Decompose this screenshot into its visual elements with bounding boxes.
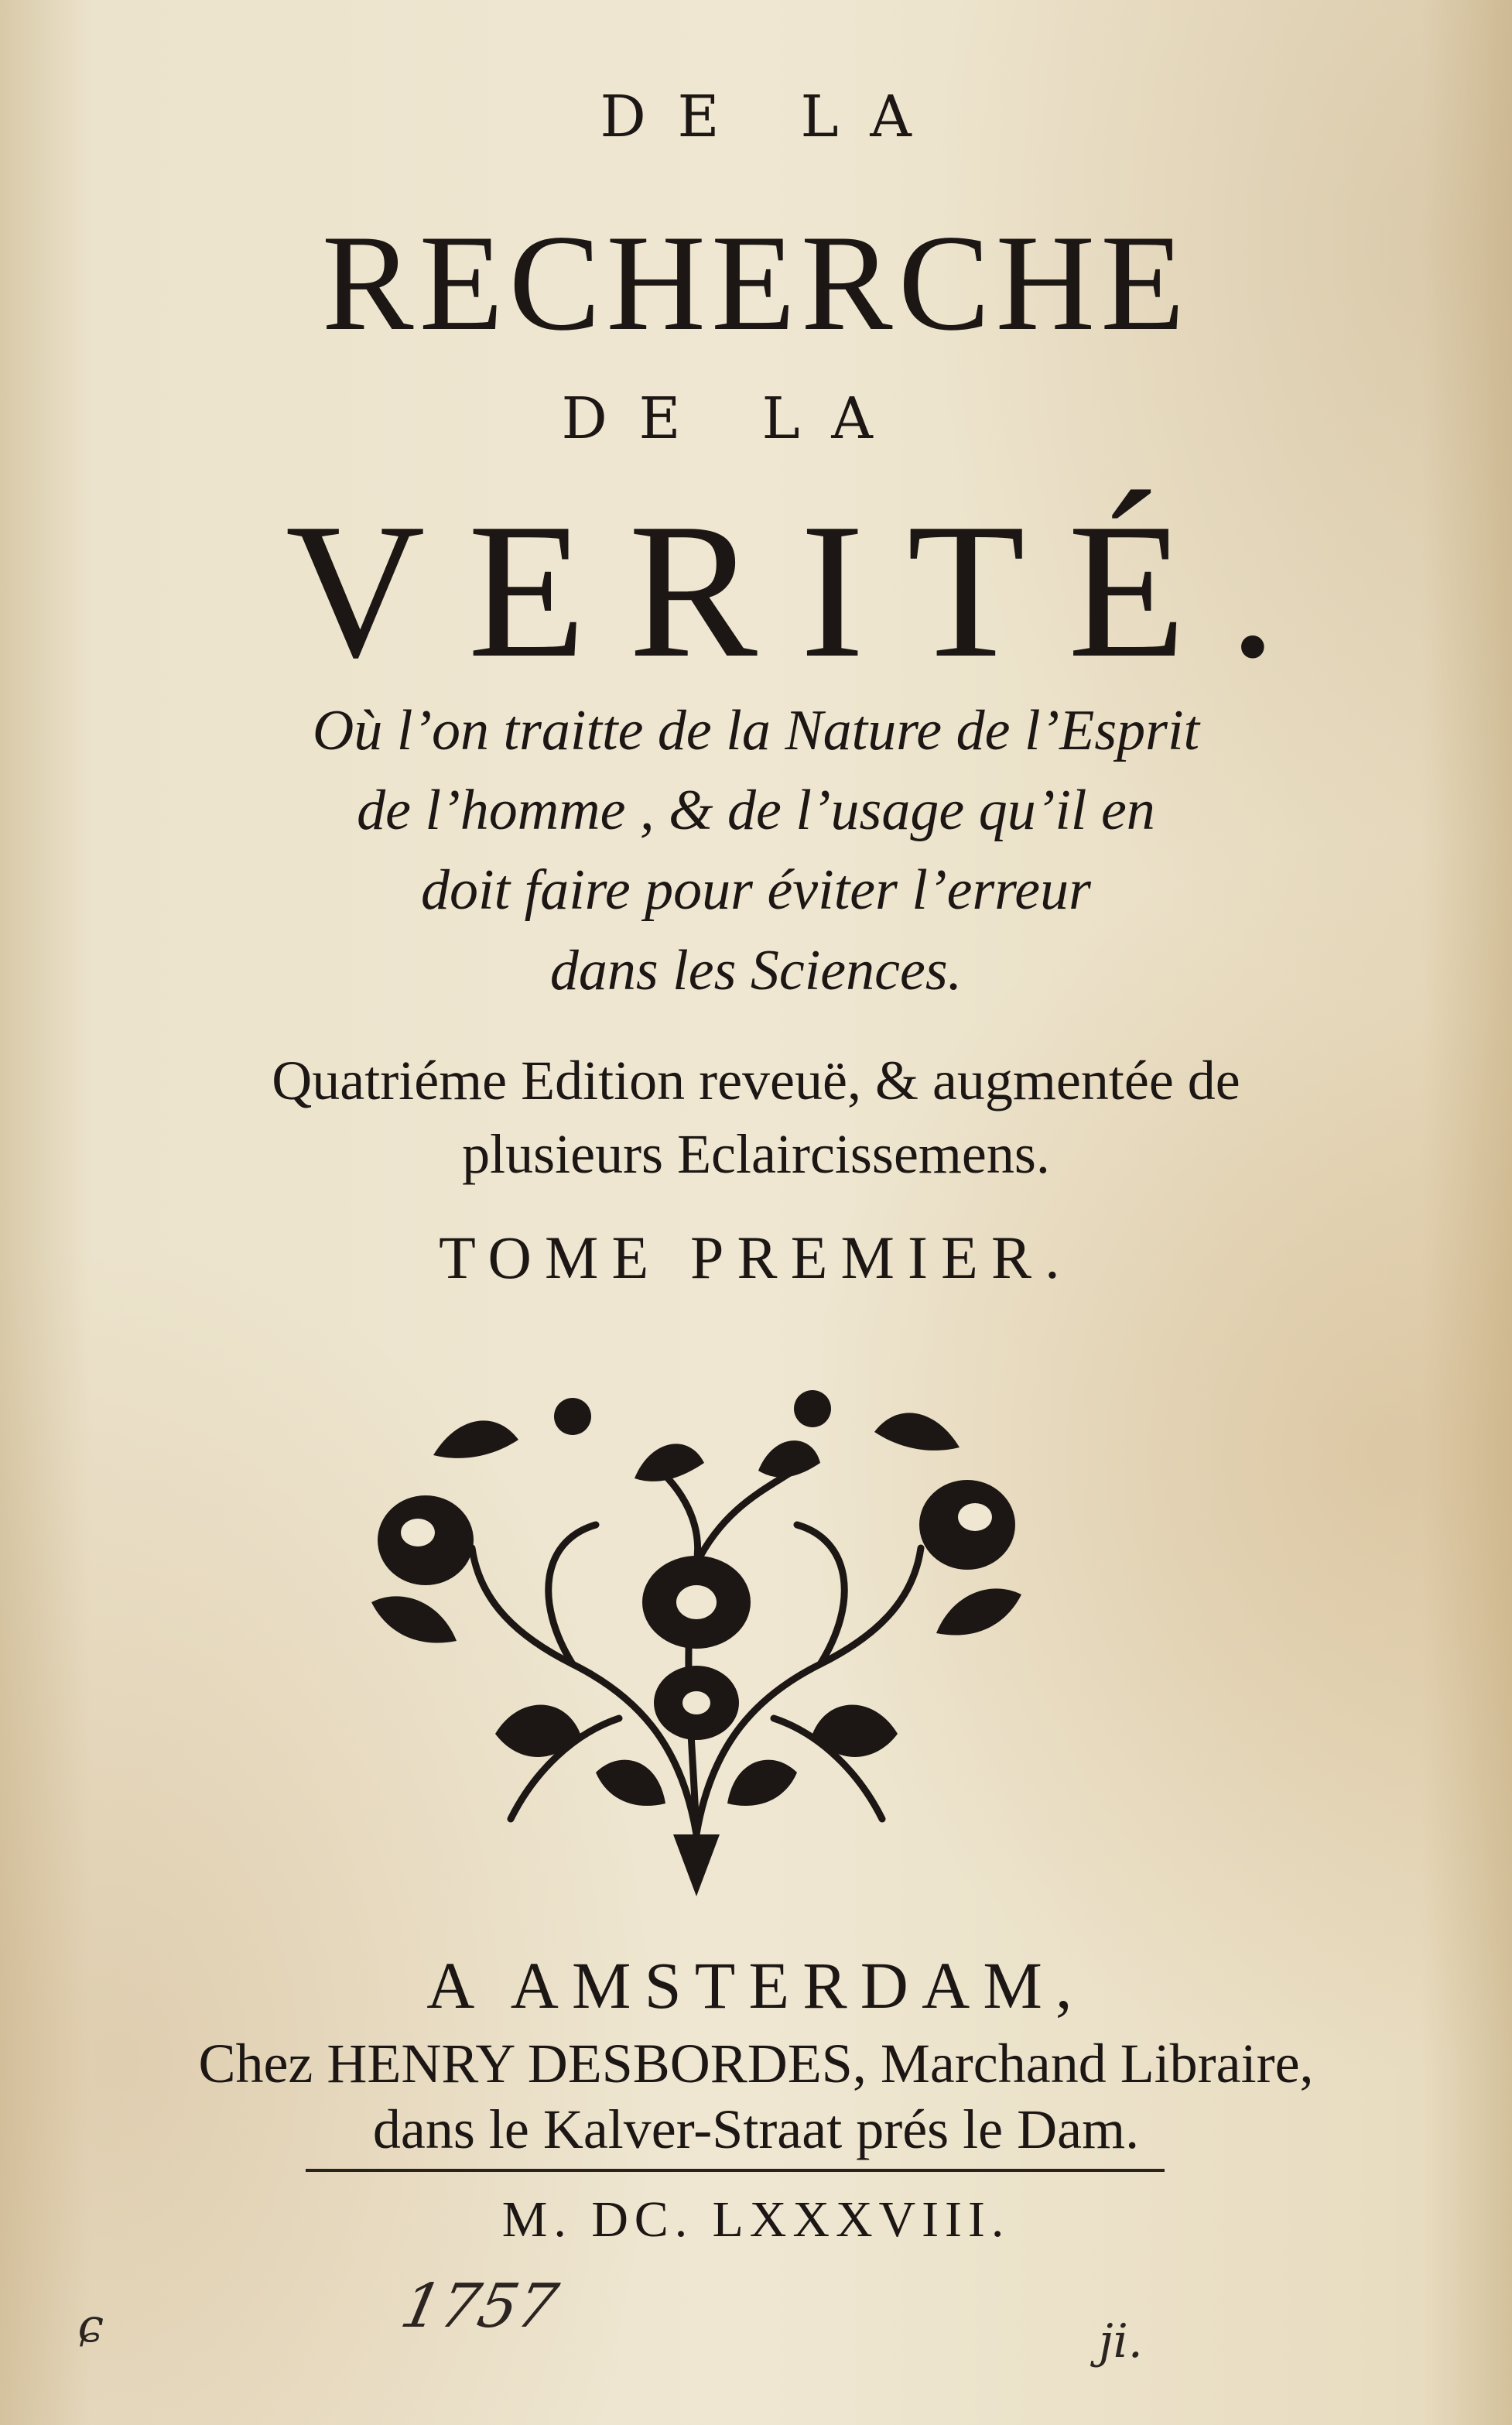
subtitle-line-3: doit faire pour éviter l’erreur (421, 858, 1091, 922)
subtitle-line-2: de l’homme , & de l’usage qu’il en (357, 779, 1155, 842)
imprint-address: dans le Kalver-Straat prés le Dam. (372, 2098, 1140, 2160)
title-line-recherche: RECHERCHE (321, 206, 1191, 359)
handwritten-mark-left: ɕ (77, 2299, 104, 2353)
edition-line-2: plusieurs Eclaircissemens. (462, 1123, 1050, 1185)
subtitle-line-1: Où l’on traitte de la Nature de l’Esprit (312, 699, 1200, 762)
title-line-verite: VERITÉ. (285, 484, 1320, 698)
handwritten-mark-right: ji. (1099, 2314, 1143, 2368)
handwritten-year: 1757 (395, 2272, 564, 2341)
imprint-printer: Chez HENRY DESBORDES, Marchand Libraire, (198, 2033, 1314, 2094)
floral-vignette-icon (340, 1370, 1052, 1896)
edition-line-1: Quatriéme Edition reveuë, & augmentée de (272, 1050, 1240, 1111)
imprint-date: M. DC. LXXXVIII. (501, 2191, 1011, 2248)
volume-heading: TOME PREMIER. (439, 1224, 1073, 1291)
imprint-divider (306, 2169, 1165, 2172)
subtitle-line-4: dans les Sciences. (549, 939, 963, 1002)
title-line-de-la-2: DE LA (561, 385, 905, 452)
title-line-de-la: DE LA (600, 84, 943, 150)
imprint-place: A AMSTERDAM, (426, 1948, 1086, 2023)
